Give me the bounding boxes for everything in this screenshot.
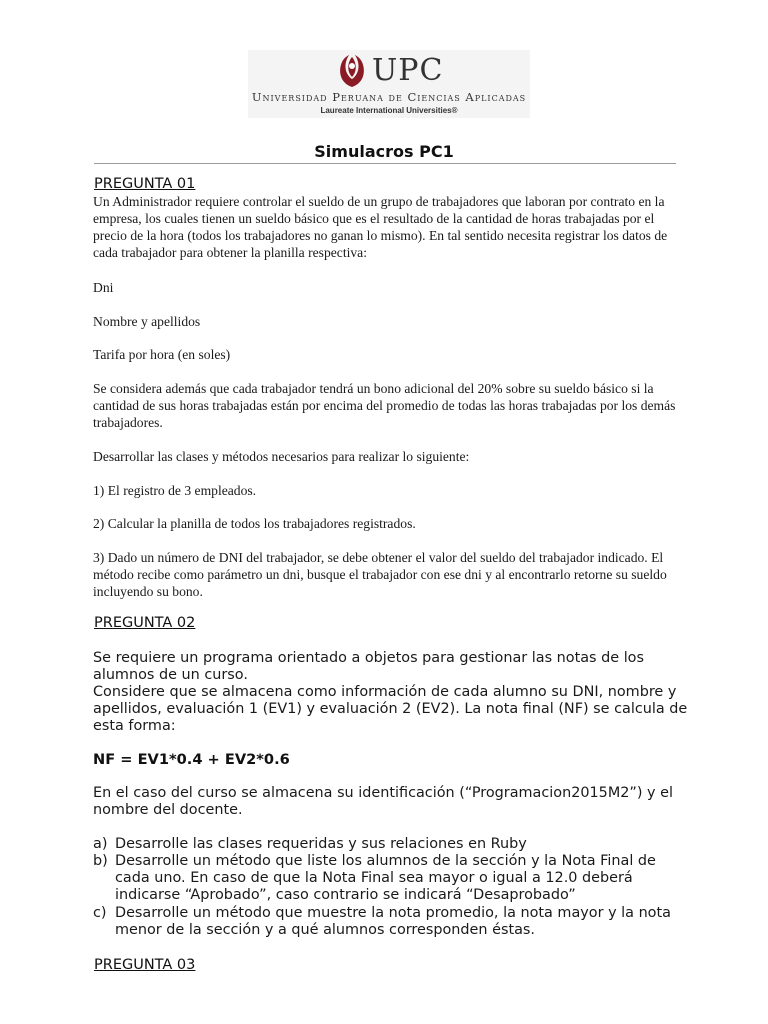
question-1-field-rate: Tarifa por hora (en soles)	[93, 347, 231, 362]
question-2-formula: NF = EV1*0.4 + EV2*0.6	[93, 751, 290, 768]
question-1-intro: Un Administrador requiere controlar el sueldo de un grupo de trabajadores que laboran por contrato en la empresa, los cuales tienen un sueldo básico que es el resultado de la cantidad de horas trabajadas por el precio de la hora (todos los trabajadores no ganan lo mismo). En tal sentido necesita registrar los datos de cada trabajador para obtener la planilla respectiva:	[93, 194, 668, 260]
list-text: Desarrolle las clases requeridas y sus relaciones en Ruby	[115, 836, 527, 852]
university-name: Universidad Peruana de Ciencias Aplicadas	[251, 90, 527, 104]
question-1-item-3: 3) Dado un número de DNI del trabajador, se debe obtener el valor del sueldo del trabajador indicado. El método recibe como parámetro un dni, busque el trabajador con ese dni y al encontrarlo retorne su sueldo incluyendo su bono.	[93, 550, 667, 599]
list-item	[93, 836, 693, 853]
upc-logo-icon	[336, 53, 368, 89]
list-text: Desarrolle un método que liste los alumnos de la sección y la Nota Final de cada uno. En caso de que la Nota Final sea mayor o igual a 12.0 deberá indicarse “Aprobado”, caso contrario se indicará “Desaprobado”	[115, 853, 656, 903]
question-1-bonus: Se considera además que cada trabajador tendrá un bono adicional del 20% sobre su sueldo básico si la cantidad de sus horas trabajadas están por encima del promedio de todas las horas trabajadas por los demás trabajadores.	[93, 381, 676, 430]
question-1-item-1: 1) El registro de 3 empleados.	[93, 483, 257, 498]
question-2-heading: PREGUNTA 02	[94, 615, 196, 631]
list-marker: c)	[93, 905, 107, 921]
page-title: Simulacros PC1	[314, 142, 454, 161]
question-3-heading: PREGUNTA 03	[94, 957, 196, 973]
question-1-field-dni: Dni	[93, 280, 114, 295]
question-1-heading: PREGUNTA 01	[94, 176, 196, 192]
title-divider	[94, 163, 676, 164]
question-2-course: En el caso del curso se almacena su identificación (“Programacion2015M2”) y el nombre del docente.	[93, 785, 673, 818]
list-marker: b)	[93, 853, 108, 869]
question-2-intro: Se requiere un programa orientado a objetos para gestionar las notas de los alumnos de un curso.	[93, 650, 644, 683]
logo-text: UPC	[372, 53, 444, 88]
question-1-develop: Desarrollar las clases y métodos necesarios para realizar lo siguiente:	[93, 449, 470, 464]
list-item	[93, 853, 693, 904]
question-2-consider: Considere que se almacena como información de cada alumno su DNI, nombre y apellidos, evaluación 1 (EV1) y evaluación 2 (EV2). La nota final (NF) se calcula de esta forma:	[93, 684, 688, 734]
question-1-field-name: Nombre y apellidos	[93, 314, 201, 329]
question-1-item-2: 2) Calcular la planilla de todos los trabajadores registrados.	[93, 516, 416, 531]
list-item	[93, 905, 693, 939]
affiliation-text: Laureate International Universities®	[320, 106, 458, 115]
list-marker: a)	[93, 836, 108, 852]
list-text: Desarrolle un método que muestre la nota promedio, la nota mayor y la nota menor de la sección y a qué alumnos corresponden éstas.	[115, 905, 671, 938]
